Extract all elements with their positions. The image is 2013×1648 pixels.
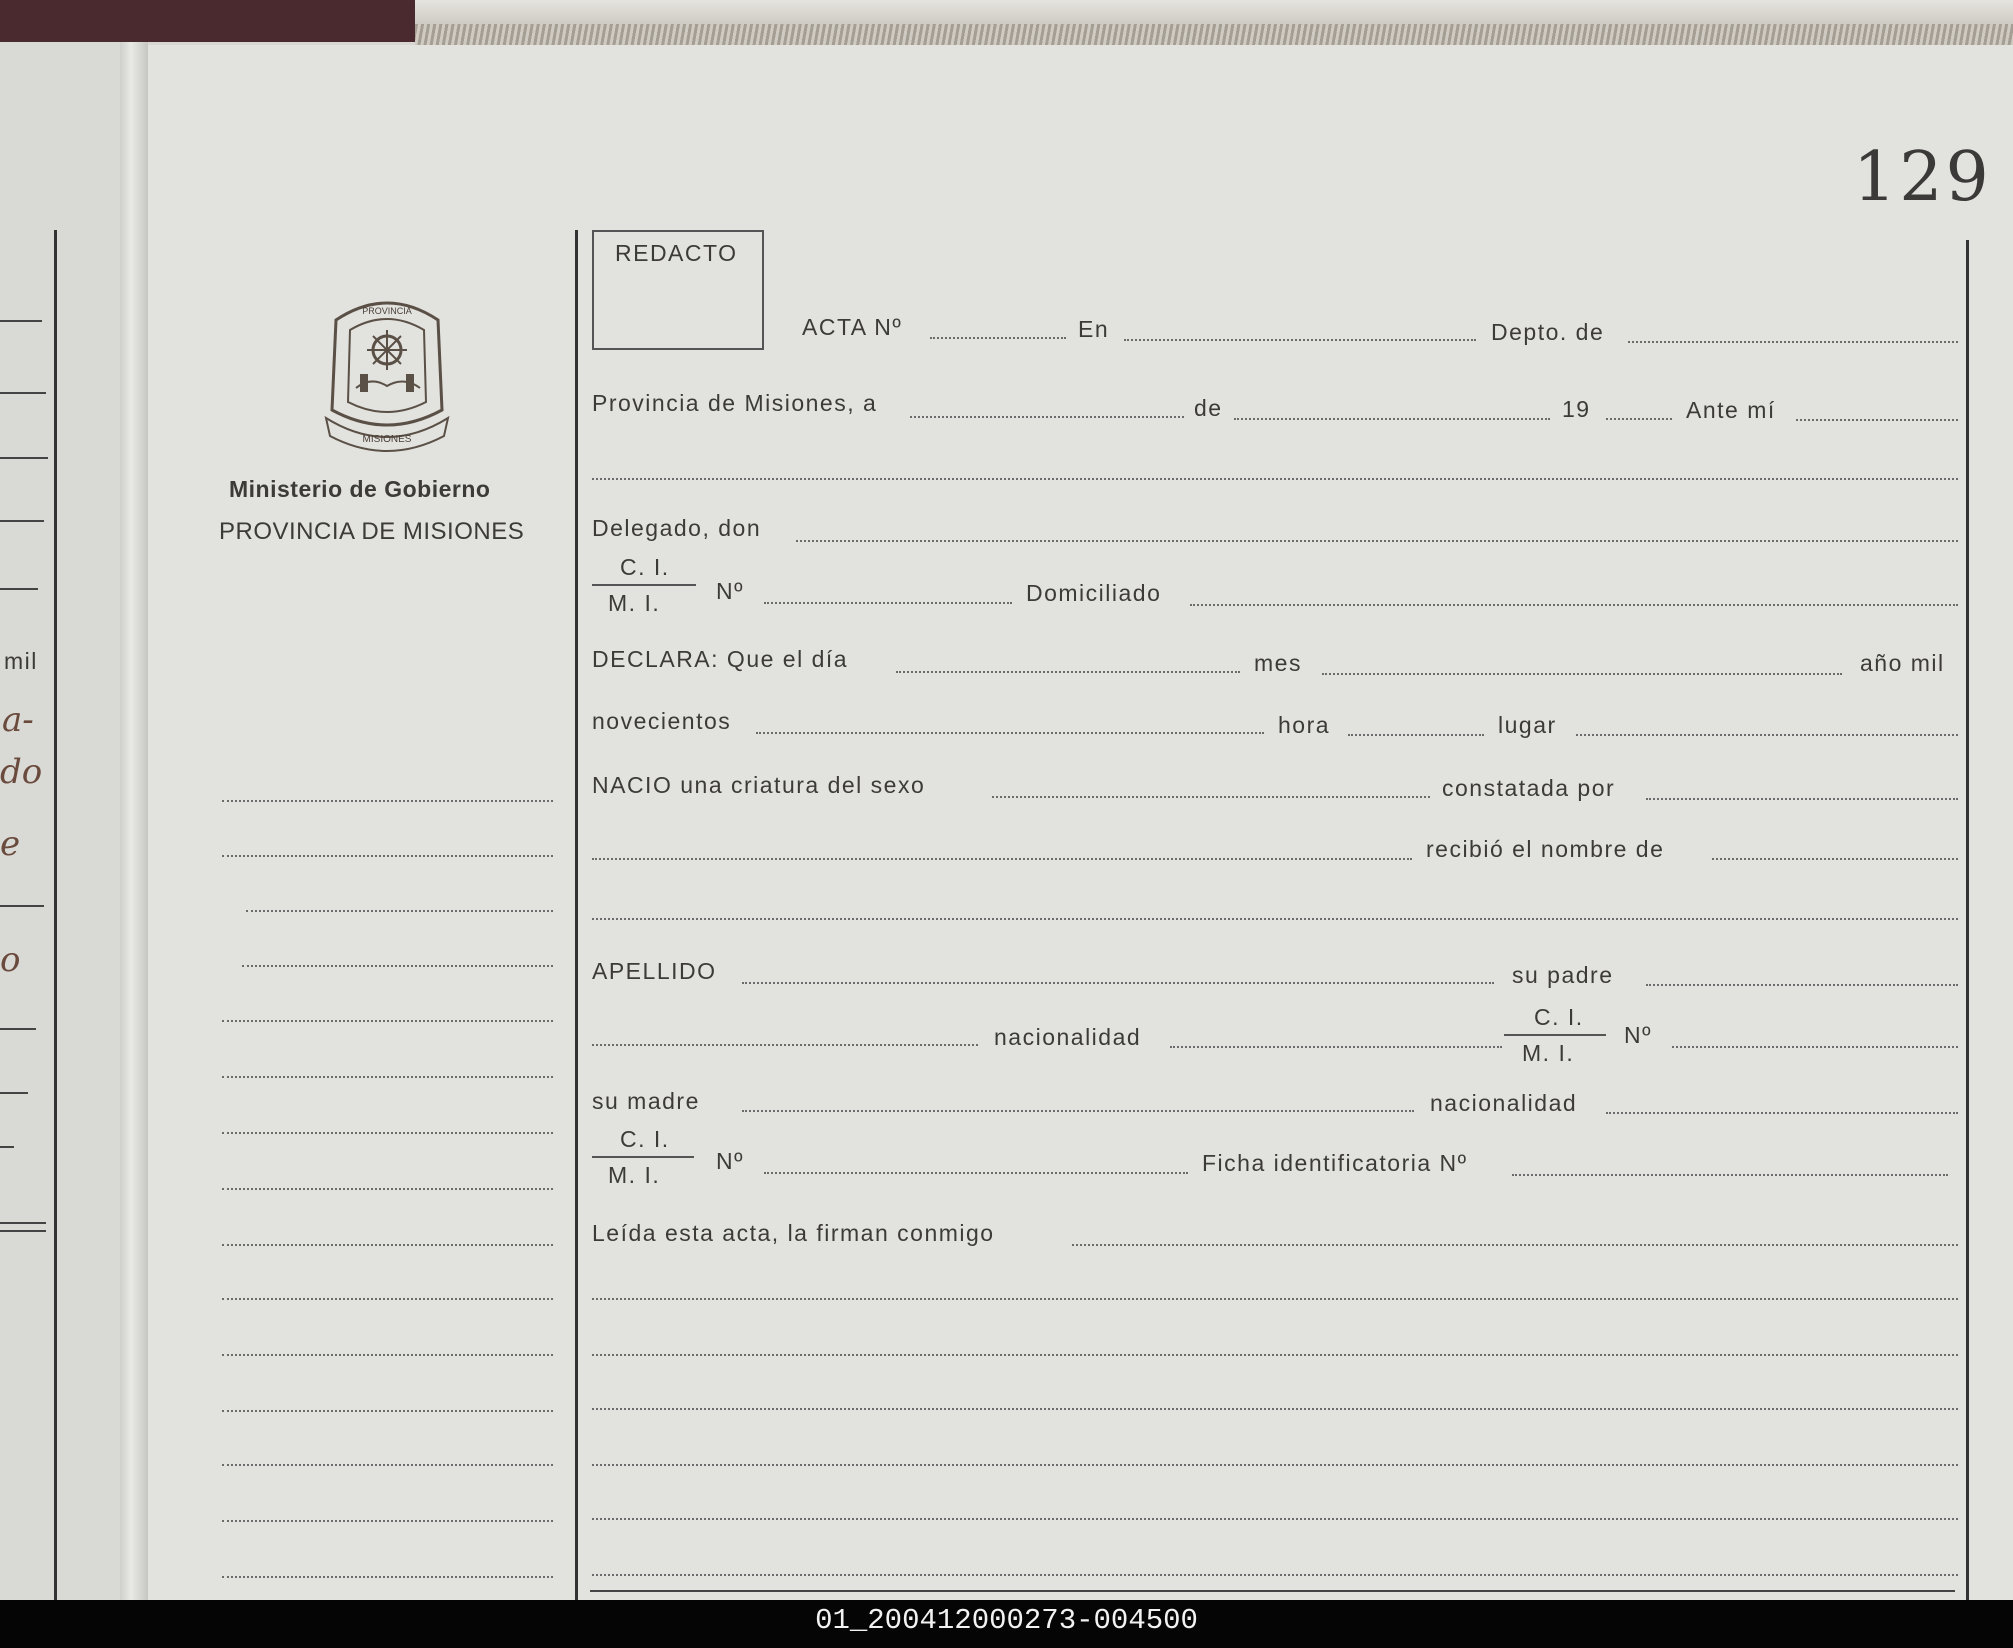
margin-line[interactable]	[222, 1520, 553, 1522]
fraction-line	[1504, 1034, 1606, 1036]
ante-mi-field[interactable]	[1796, 419, 1958, 421]
padre-ci-label: C. I.	[1534, 1004, 1584, 1030]
madre-nacionalidad-field[interactable]	[1606, 1112, 1958, 1114]
sexo-field[interactable]	[992, 796, 1430, 798]
nacio-label: NACIO una criatura del sexo	[592, 772, 926, 798]
delegado-id-field[interactable]	[764, 602, 1012, 604]
margin-line[interactable]	[222, 1244, 553, 1246]
form-bottom-rule	[590, 1590, 1955, 1592]
hora-label: hora	[1278, 712, 1331, 738]
en-field[interactable]	[1124, 339, 1476, 341]
depto-label: Depto. de	[1491, 319, 1605, 345]
page-number: 129	[1853, 138, 1992, 217]
firmas-field-continued[interactable]	[592, 1408, 1958, 1410]
padre-field[interactable]	[1646, 984, 1958, 986]
margin-line[interactable]	[222, 1020, 553, 1022]
mes-label: mes	[1254, 650, 1302, 676]
madre-id-field[interactable]	[764, 1172, 1188, 1174]
firmas-field-continued[interactable]	[592, 1464, 1958, 1466]
delegado-field[interactable]	[796, 540, 1958, 542]
margin-line[interactable]	[222, 1576, 553, 1578]
left-page-rule	[0, 1092, 28, 1094]
margin-line[interactable]	[246, 910, 553, 912]
madre-field[interactable]	[742, 1110, 1414, 1112]
padre-mi-label: M. I.	[1522, 1040, 1575, 1066]
lugar-label: lugar	[1498, 712, 1557, 738]
form-page	[140, 45, 2013, 1600]
page-stack-edge	[415, 24, 2013, 46]
firmas-field-continued[interactable]	[592, 1574, 1958, 1576]
seal-text-bottom: MISIONES	[362, 434, 412, 445]
left-page-rule	[0, 392, 46, 394]
madre-ci-label: C. I.	[620, 1126, 670, 1152]
handwriting-fragment: e	[0, 824, 21, 864]
handwriting-fragment: a-	[2, 700, 34, 740]
ci-label: C. I.	[620, 554, 670, 580]
firmas-field-continued[interactable]	[592, 1518, 1958, 1520]
provincial-seal-icon	[316, 290, 458, 454]
month-field[interactable]	[1234, 418, 1550, 420]
ministry-title: Ministerio de Gobierno	[229, 476, 491, 502]
left-page-rule	[0, 588, 38, 590]
margin-line[interactable]	[222, 1298, 553, 1300]
de-label: de	[1194, 395, 1223, 421]
redacto-label: REDACTO	[615, 240, 738, 266]
day-field[interactable]	[910, 416, 1184, 418]
form-right-border	[1966, 240, 1969, 1600]
left-page-rule	[0, 520, 44, 522]
lugar-field[interactable]	[1576, 734, 1958, 736]
provincia-label: Provincia de Misiones, a	[592, 390, 878, 416]
margin-line[interactable]	[222, 1132, 553, 1134]
constatada-field[interactable]	[1646, 798, 1958, 800]
madre-mi-label: M. I.	[608, 1162, 661, 1188]
declara-day-field[interactable]	[896, 671, 1240, 673]
ante-mi-field-continued[interactable]	[592, 478, 1958, 480]
hora-field[interactable]	[1348, 734, 1484, 736]
form-left-border	[575, 230, 578, 1600]
padre-number-label: Nº	[1624, 1022, 1653, 1048]
padre-nacionalidad-label: nacionalidad	[994, 1024, 1142, 1050]
left-page-word: mil	[4, 648, 38, 674]
year-words-field[interactable]	[756, 732, 1264, 734]
acta-number-field[interactable]	[930, 337, 1066, 339]
madre-nacionalidad-label: nacionalidad	[1430, 1090, 1578, 1116]
declara-month-field[interactable]	[1322, 673, 1842, 675]
handwriting-fragment: o	[0, 940, 21, 980]
margin-line[interactable]	[222, 800, 553, 802]
en-label: En	[1078, 316, 1110, 342]
apellido-label: APELLIDO	[592, 958, 717, 984]
fraction-line	[592, 584, 696, 586]
ficha-field[interactable]	[1512, 1174, 1948, 1176]
nombre-field-continued[interactable]	[592, 918, 1958, 920]
left-page-border	[54, 230, 57, 1600]
margin-line[interactable]	[222, 855, 553, 857]
su-padre-label: su padre	[1512, 962, 1614, 988]
su-madre-label: su madre	[592, 1088, 700, 1114]
margin-line[interactable]	[222, 1188, 553, 1190]
left-page-rule	[0, 457, 48, 459]
year-prefix: 19	[1562, 396, 1591, 422]
margin-line[interactable]	[242, 965, 553, 967]
ante-mi-label: Ante mí	[1686, 397, 1776, 423]
seal-text-top: PROVINCIA	[362, 306, 412, 316]
firmas-field-continued[interactable]	[592, 1354, 1958, 1356]
mi-label: M. I.	[608, 590, 661, 616]
left-page-rule	[0, 1222, 46, 1224]
padre-id-field[interactable]	[1672, 1046, 1958, 1048]
page-fold	[120, 42, 148, 1600]
background-dark-corner	[0, 0, 415, 42]
year-field[interactable]	[1606, 418, 1672, 420]
firmas-field-continued[interactable]	[592, 1298, 1958, 1300]
province-title: PROVINCIA DE MISIONES	[219, 518, 525, 545]
left-page-rule	[0, 1146, 14, 1148]
left-page	[0, 42, 140, 1600]
left-page-rule	[0, 1230, 46, 1232]
margin-line[interactable]	[222, 1410, 553, 1412]
declara-label: DECLARA: Que el día	[592, 646, 849, 672]
number-label: Nº	[716, 578, 745, 604]
recibio-label: recibió el nombre de	[1426, 836, 1665, 862]
ano-mil-label: año mil	[1860, 650, 1945, 676]
nombre-field[interactable]	[1712, 858, 1958, 860]
padre-nacionalidad-field[interactable]	[1170, 1046, 1502, 1048]
acta-label: ACTA Nº	[802, 314, 903, 340]
margin-line[interactable]	[222, 1464, 553, 1466]
domicilio-field[interactable]	[1190, 604, 1958, 606]
handwriting-fragment: do	[0, 752, 43, 792]
margin-line[interactable]	[222, 1076, 553, 1078]
left-page-rule	[0, 1028, 36, 1030]
image-caption: 01_200412000273-004500	[815, 1604, 1198, 1637]
margin-line[interactable]	[222, 1354, 553, 1356]
delegado-label: Delegado, don	[592, 515, 762, 541]
fraction-line	[592, 1156, 694, 1158]
firmas-field[interactable]	[1072, 1244, 1958, 1246]
apellido-field[interactable]	[742, 982, 1494, 984]
leida-label: Leída esta acta, la firman conmigo	[592, 1220, 995, 1246]
domiciliado-label: Domiciliado	[1026, 580, 1162, 606]
depto-field[interactable]	[1628, 341, 1958, 343]
left-page-rule	[0, 905, 44, 907]
ficha-label: Ficha identificatoria Nº	[1202, 1150, 1468, 1176]
constatada-label: constatada por	[1442, 775, 1616, 801]
constatada-field-continued[interactable]	[592, 858, 1412, 860]
madre-number-label: Nº	[716, 1148, 745, 1174]
padre-field-continued[interactable]	[592, 1044, 978, 1046]
novecientos-label: novecientos	[592, 708, 732, 734]
left-page-rule	[0, 320, 42, 322]
